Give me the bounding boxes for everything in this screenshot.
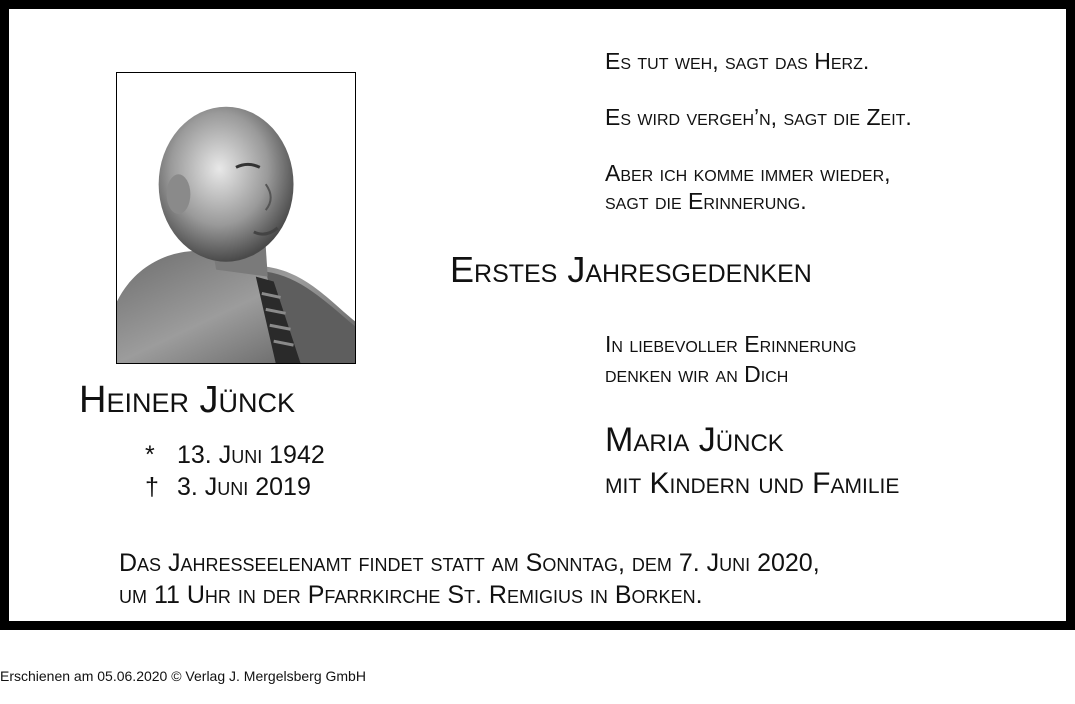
memory-text — [605, 329, 856, 389]
verse-line-3b: sagt die Erinnerung. — [605, 188, 807, 214]
mass-announcement — [119, 547, 820, 611]
signer-name: Maria Jünck — [605, 421, 784, 459]
publication-footer: Erschienen am 05.06.2020 © Verlag J. Mergelsberg GmbH — [0, 668, 366, 684]
portrait-photo — [116, 72, 356, 364]
memory-line-2: denken wir an Dich — [605, 361, 789, 387]
life-dates — [145, 439, 325, 503]
deceased-name: Heiner Jünck — [79, 379, 296, 421]
signer-family: mit Kindern und Familie — [605, 467, 900, 500]
mass-line-2: um 11 Uhr in der Pfarrkirche St. Remigius in Borken. — [119, 581, 703, 609]
cross-icon: † — [145, 473, 159, 501]
verse-line-3a: Aber ich komme immer wieder, — [605, 160, 891, 186]
death-row — [145, 471, 325, 503]
verse-line-1: Es tut weh, sagt das Herz. — [605, 48, 870, 74]
death-date: 3. Juni 2019 — [177, 473, 311, 501]
memory-line-1: In liebevoller Erinnerung — [605, 331, 857, 357]
mass-line-1: Das Jahresseelenamt findet statt am Sonntag, dem 7. Juni 2020, — [119, 549, 820, 577]
birth-row — [145, 439, 325, 471]
portrait-image — [117, 73, 355, 363]
memorial-headline: Erstes Jahresgedenken — [450, 249, 812, 290]
birth-symbol: * — [145, 441, 155, 469]
verse-line-2: Es wird vergeh’n, sagt die Zeit. — [605, 104, 912, 130]
verse-line-3 — [605, 159, 891, 215]
birth-date: 13. Juni 1942 — [177, 441, 325, 469]
